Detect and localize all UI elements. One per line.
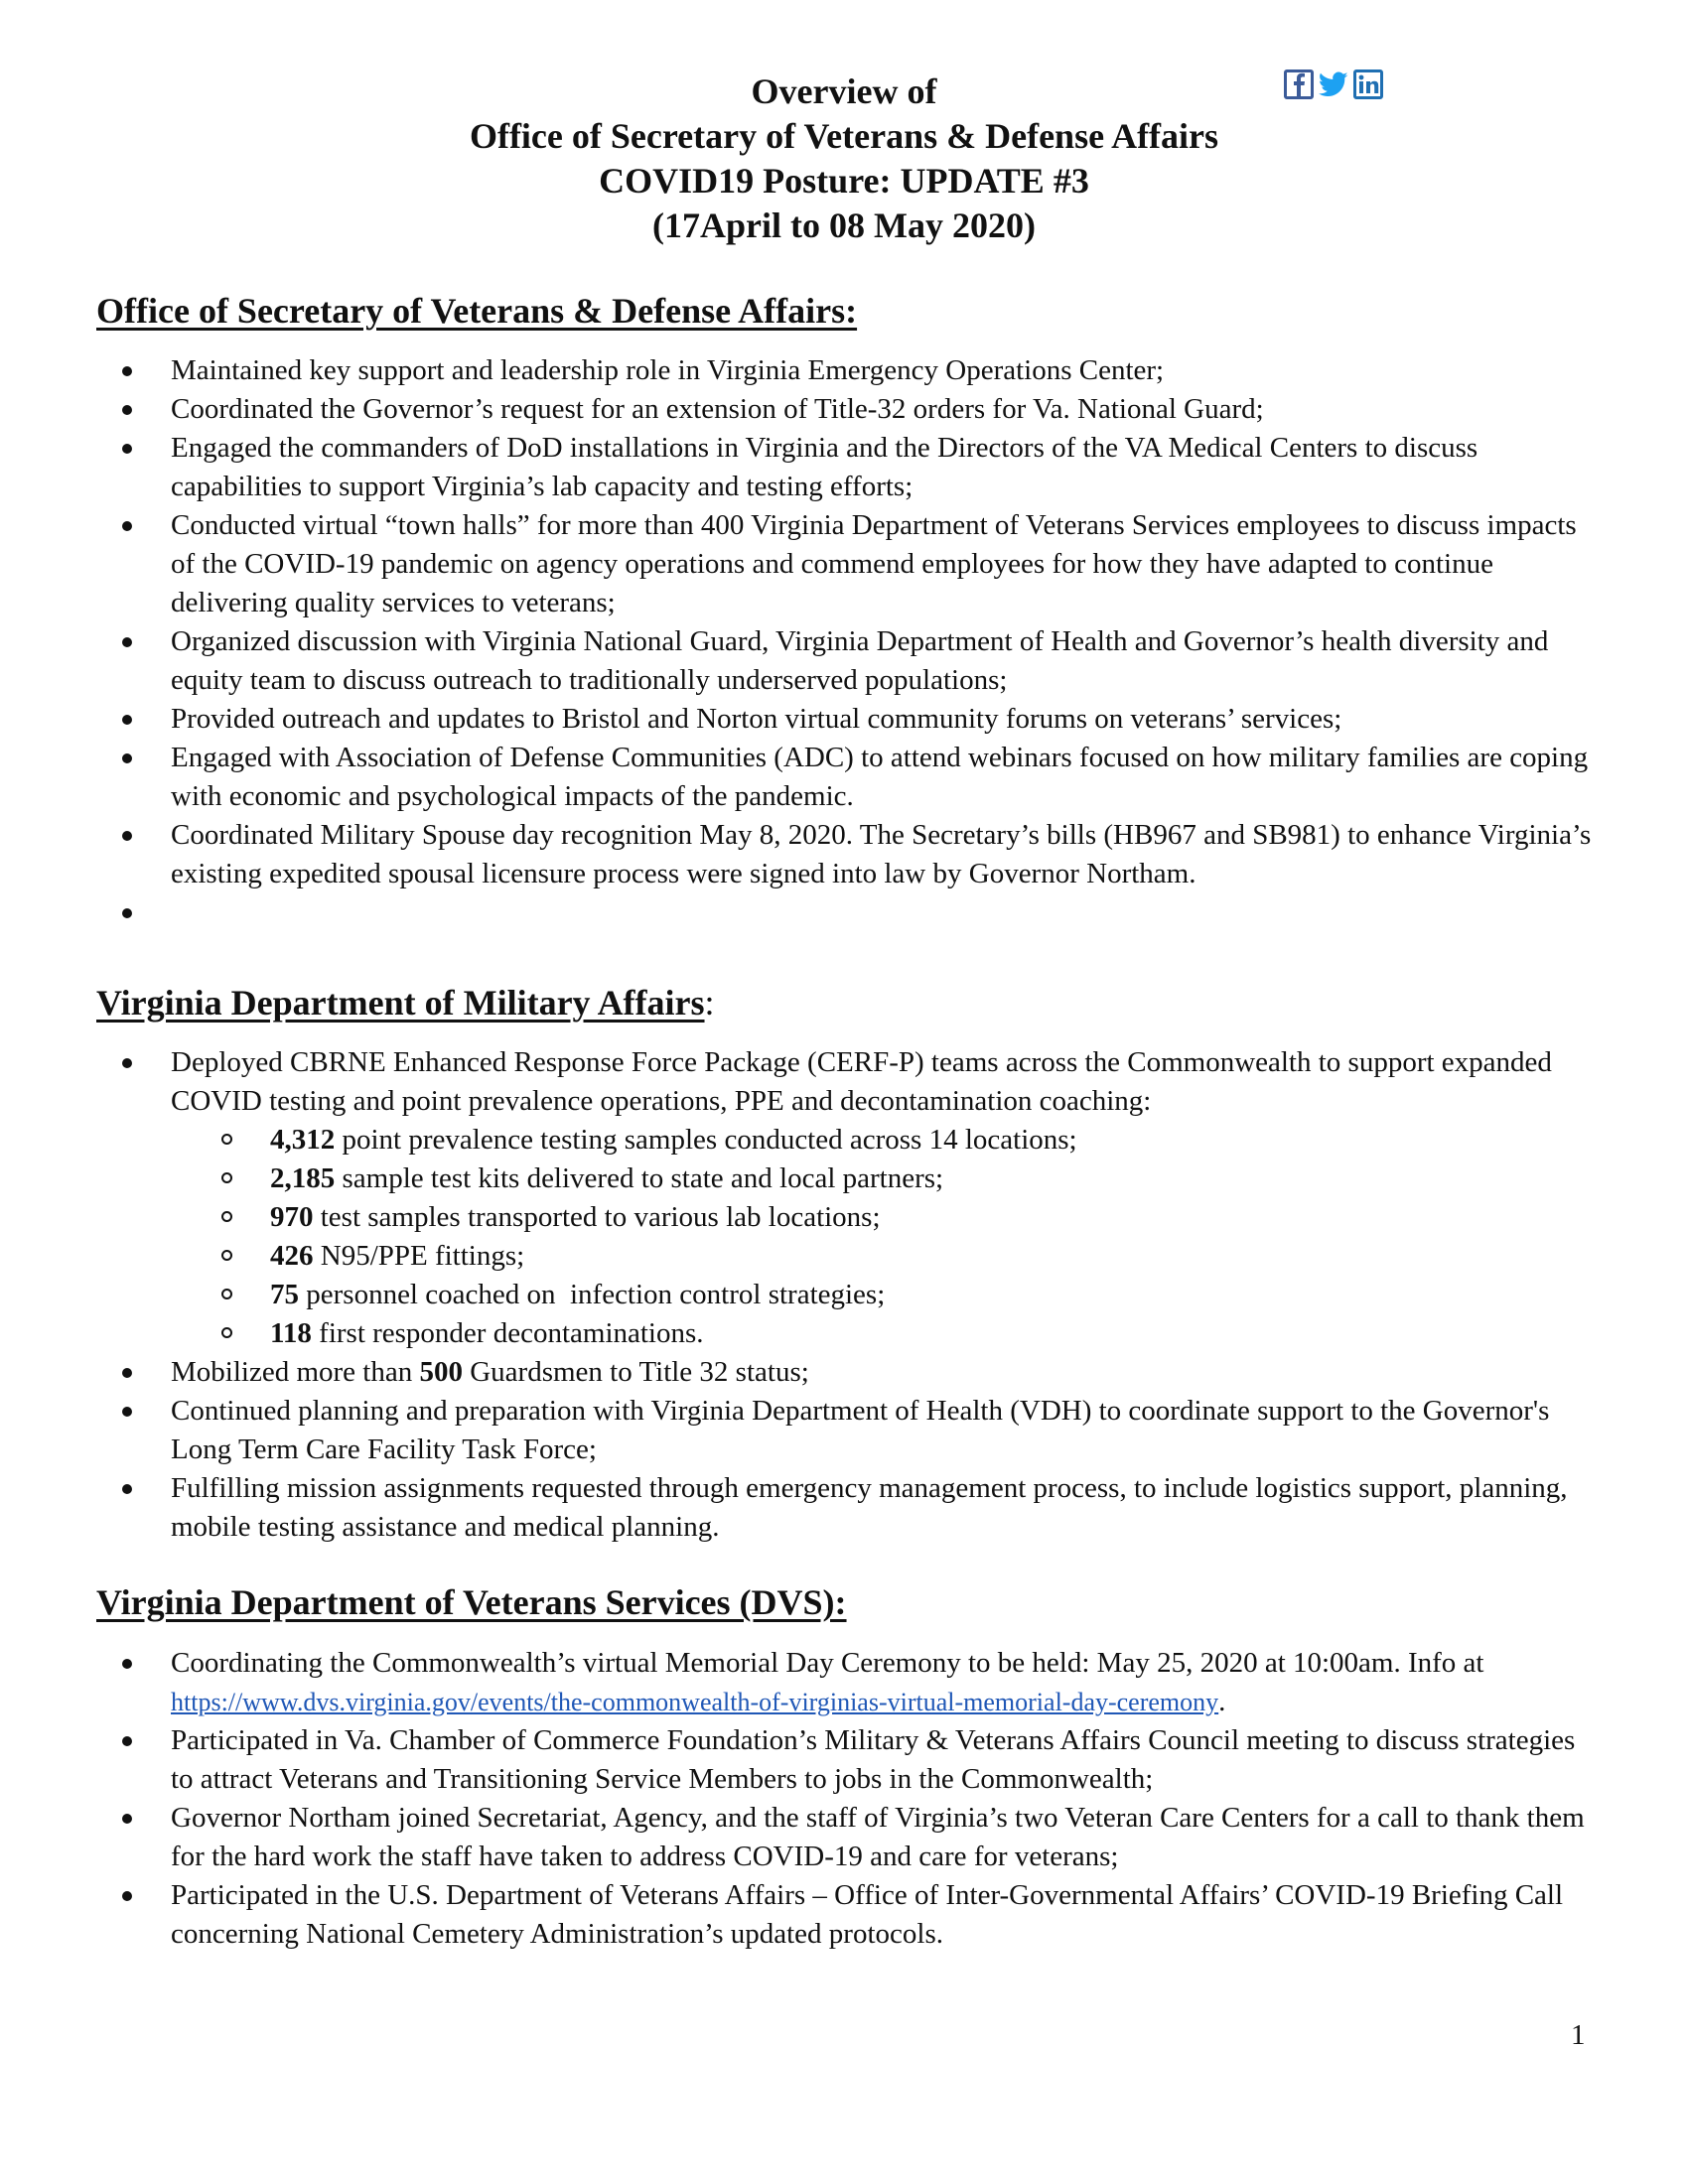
section-heading-veterans-services [96, 1580, 847, 1624]
empty-list-item [96, 893, 1596, 932]
list-item: Participated in Va. Chamber of Commerce Foundation’s Military & Veterans Affairs Council meeting to discuss strategies to attract Veterans and Transitioning Service Members to jobs in the Commonwealth; [96, 1721, 1596, 1799]
secretary-bullet-list [96, 351, 1596, 932]
stat-number: 970 [270, 1201, 314, 1233]
list-item: Participated in the U.S. Department of Veterans Affairs – Office of Inter-Governmental Affairs’ COVID-19 Briefing Call concerning National Cemetery Administration’s updated protocols. [96, 1876, 1596, 1954]
list-item: Engaged with Association of Defense Communities (ADC) to attend webinars focused on how military families are coping with economic and psychological impacts of the pandemic. [96, 739, 1596, 816]
list-item: Conducted virtual “town halls” for more than 400 Virginia Department of Veterans Services employees to discuss impacts of the COVID-19 pandemic on agency operations and commend employees for how they have adapted to continue delivering quality services to veterans; [96, 506, 1596, 622]
stat-item [171, 1121, 1596, 1160]
list-item: Provided outreach and updates to Bristol and Norton virtual community forums on veterans’ services; [96, 700, 1596, 739]
stat-number: 118 [270, 1317, 312, 1349]
page-number: 1 [1571, 2019, 1586, 2051]
stat-text: point prevalence testing samples conducted across 14 locations; [335, 1124, 1077, 1156]
military-affairs-bullet-list [96, 1043, 1596, 1547]
list-item-text: Deployed CBRNE Enhanced Response Force Package (CERF-P) teams across the Commonwealth to support expanded COVID testing and point prevalence operations, PPE and decontamination coaching: [171, 1046, 1552, 1117]
list-item: Fulfilling mission assignments requested through emergency management process, to include logistics support, planning, mobile testing assistance and medical planning. [96, 1469, 1596, 1547]
list-item [96, 1043, 1596, 1353]
list-item-text: Guardsmen to Title 32 status; [462, 1356, 809, 1388]
list-item [96, 1353, 1596, 1392]
list-item: Maintained key support and leadership role in Virginia Emergency Operations Center; [96, 351, 1596, 390]
guardsmen-count: 500 [419, 1356, 463, 1388]
list-item: Coordinated the Governor’s request for an extension of Title-32 orders for Va. National Guard; [96, 390, 1596, 429]
stat-item [171, 1237, 1596, 1276]
stat-number: 4,312 [270, 1124, 336, 1156]
list-item [96, 1644, 1596, 1721]
section-heading-text: Virginia Department of Veterans Services (DVS): [96, 1582, 847, 1622]
cerf-p-stats-list [171, 1121, 1596, 1353]
section-heading-text: Office of Secretary of Veterans & Defense Affairs: [96, 291, 858, 331]
stat-text: first responder decontaminations. [311, 1317, 704, 1349]
list-item: Governor Northam joined Secretariat, Agency, and the staff of Virginia’s two Veteran Care Centers for a call to thank them for the hard work the staff have taken to address COVID-19 and care for veterans; [96, 1799, 1596, 1876]
list-item: Continued planning and preparation with Virginia Department of Health (VDH) to coordinate support to the Governor's Long Term Care Facility Task Force; [96, 1392, 1596, 1469]
title-line: Office of Secretary of Veterans & Defense Affairs [469, 116, 1219, 156]
memorial-day-ceremony-link[interactable]: https://www.dvs.virginia.gov/events/the-commonwealth-of-virginias-virtual-memorial-day-ceremony [171, 1688, 1219, 1716]
stat-item [171, 1276, 1596, 1314]
title-line: Overview of [751, 71, 937, 111]
title-line: (17April to 08 May 2020) [652, 205, 1036, 245]
list-item-text: . [1218, 1686, 1226, 1717]
title-line: COVID19 Posture: UPDATE #3 [599, 161, 1089, 201]
stat-item [171, 1314, 1596, 1353]
stat-text: personnel coached on infection control strategies; [299, 1279, 886, 1310]
list-item: Organized discussion with Virginia National Guard, Virginia Department of Health and Governor’s health diversity and equity team to discuss outreach to traditionally underserved populations; [96, 622, 1596, 700]
stat-number: 426 [270, 1240, 314, 1272]
section-heading-text: Virginia Department of Military Affairs [96, 983, 705, 1023]
list-item: Coordinated Military Spouse day recognition May 8, 2020. The Secretary’s bills (HB967 and SB981) to enhance Virginia’s existing expedited spousal licensure process were signed into law by Governor Northam. [96, 816, 1596, 893]
stat-number: 75 [270, 1279, 299, 1310]
stat-item [171, 1160, 1596, 1198]
stat-number: 2,185 [270, 1162, 336, 1194]
veterans-services-bullet-list [96, 1644, 1596, 1954]
document-title [199, 69, 1489, 248]
list-item-text: Coordinating the Commonwealth’s virtual Memorial Day Ceremony to be held: May 25, 2020 at 10:00am. Info at [171, 1647, 1484, 1679]
section-heading-secretary [96, 289, 857, 333]
stat-item [171, 1198, 1596, 1237]
stat-text: N95/PPE fittings; [313, 1240, 525, 1272]
list-item: Engaged the commanders of DoD installations in Virginia and the Directors of the VA Medical Centers to discuss capabilities to support Virginia’s lab capacity and testing efforts; [96, 429, 1596, 506]
stat-text: test samples transported to various lab locations; [313, 1201, 881, 1233]
heading-colon: : [704, 983, 715, 1023]
section-heading-military-affairs [96, 981, 715, 1024]
list-item-text: Mobilized more than [171, 1356, 420, 1388]
stat-text: sample test kits delivered to state and local partners; [335, 1162, 944, 1194]
